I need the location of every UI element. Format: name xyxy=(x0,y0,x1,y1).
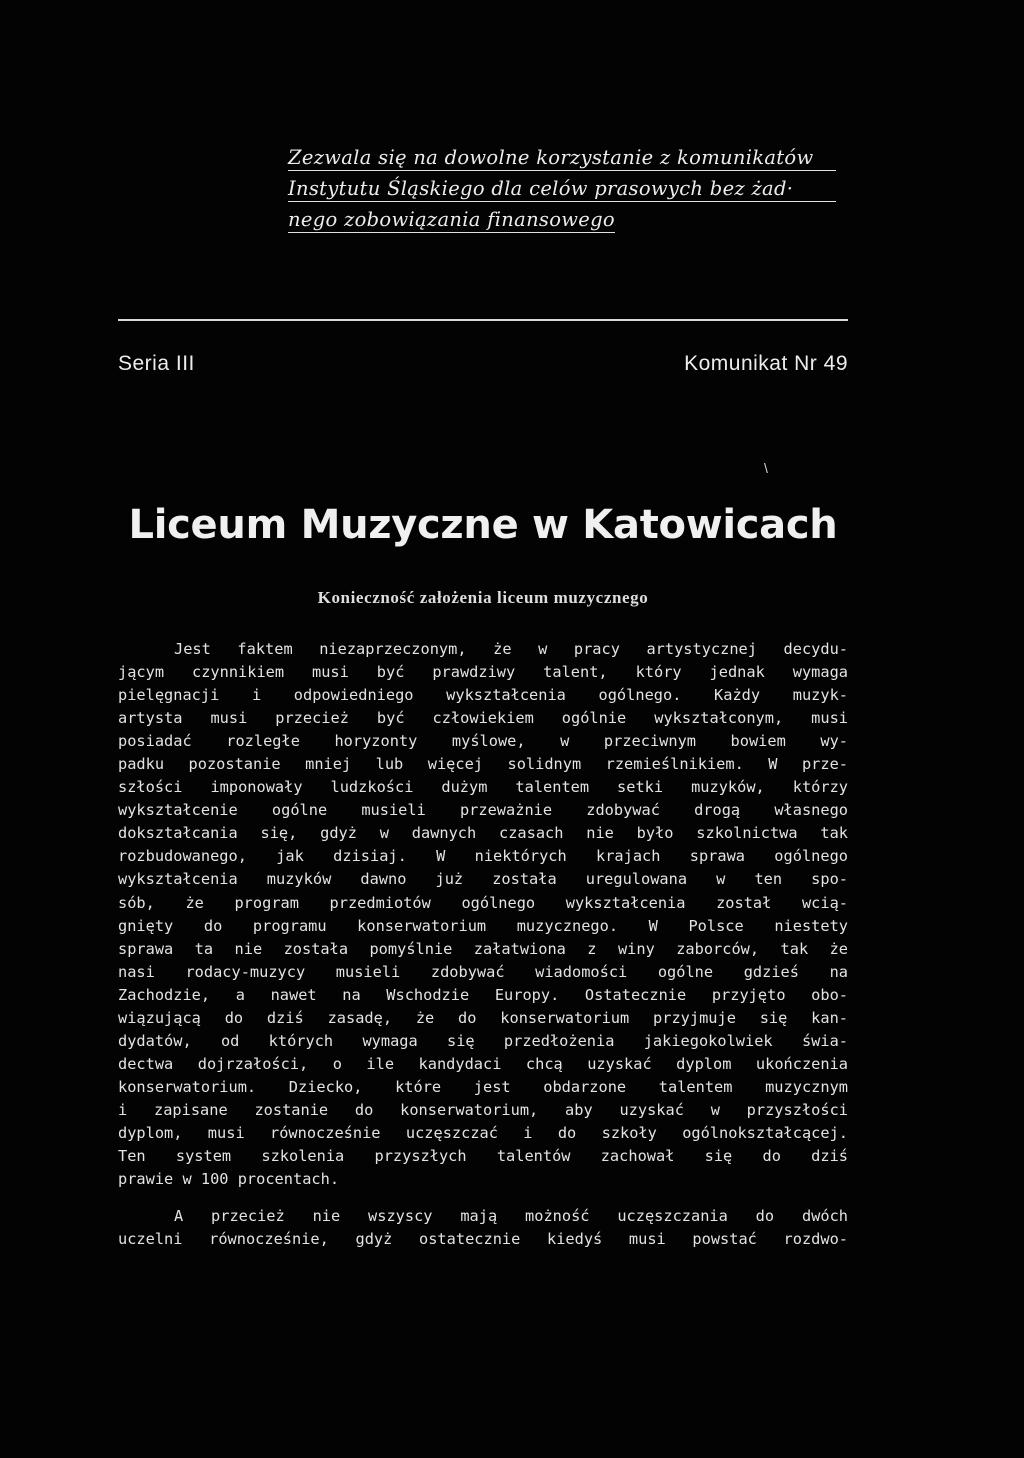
notice-line: Instytutu Śląskiego dla celów prasowych bez żad· xyxy=(288,173,848,204)
text-line: sprawa ta nie została pomyślnie załatwiona z winy zaborców, tak że xyxy=(118,939,848,958)
page-title: Liceum Muzyczne w Katowicach xyxy=(128,502,838,548)
text-line: sób, że program przedmiotów ogólnego wykształcenia został wcią- xyxy=(118,893,848,912)
text-line: i zapisane zostanie do konserwatorium, aby uzyskać w przyszłości xyxy=(118,1100,848,1119)
text-line: dokształcania się, gdyż w dawnych czasach nie było szkolnictwa tak xyxy=(118,824,848,843)
text-line: Ten system szkolenia przyszłych talentów zachował się do dziś xyxy=(118,1147,848,1166)
bulletin-number: Komunikat Nr 49 xyxy=(684,352,848,375)
text-line: nasi rodacy-muzycy musieli zdobywać wiadomości ogólne gdzieś na xyxy=(118,962,848,981)
text-line: konserwatorium. Dziecko, które jest obdarzone talentem muzycznym xyxy=(118,1077,848,1096)
text-line: gnięty do programu konserwatorium muzycznego. W Polsce niestety xyxy=(118,916,848,935)
text-line: Zachodzie, a nawet na Wschodzie Europy. Ostatecznie przyjęto obo- xyxy=(118,985,848,1004)
header-rule xyxy=(118,319,848,321)
text-line: dyplom, musi równocześnie uczęszczać i do szkoły ogólnokształcącej. xyxy=(118,1123,848,1142)
text-line: szłości imponowały ludzkości dużym talentem setki muzyków, którzy xyxy=(118,778,848,797)
text-line: wykształcenie ogólne musieli przeważnie zdobywać drogą własnego xyxy=(118,801,848,820)
notice-line: nego zobowiązania finansowego xyxy=(288,208,615,231)
notice-line: Zezwala się na dowolne korzystanie z komunikatów xyxy=(288,142,848,173)
series-header xyxy=(118,352,848,376)
text-line: artysta musi przecież być człowiekiem ogólnie wykształconym, musi xyxy=(118,709,848,728)
section-heading: Konieczność założenia liceum muzycznego xyxy=(317,588,649,607)
permission-notice xyxy=(288,142,848,235)
text-line: pielęgnacji i odpowiedniego wykształcenia ogólnego. Każdy muzyk- xyxy=(118,686,848,705)
text-line: Jest faktem niezaprzeczonym, że w pracy artystycznej decydu- xyxy=(174,640,848,658)
text-line: uczelni równocześnie, gdyż ostatecznie kiedyś musi powstać rozdwo- xyxy=(118,1230,848,1249)
text-line: rozbudowanego, jak dzisiaj. W niektórych krajach sprawa ogólnego xyxy=(118,847,848,866)
article-body xyxy=(118,638,848,1251)
text-line: wykształcenia muzyków dawno już została uregulowana w ten spo- xyxy=(118,870,848,889)
series-label: Seria III xyxy=(118,352,195,375)
text-line: wiązującą do dziś zasadę, że do konserwatorium przyjmuje się kan- xyxy=(118,1008,848,1027)
text-line: A przecież nie wszyscy mają możność uczęszczania do dwóch xyxy=(174,1207,848,1226)
stray-mark: \ xyxy=(764,460,768,476)
text-line: posiadać rozległe horyzonty myślowe, w przeciwnym bowiem wy- xyxy=(118,732,848,751)
text-line: prawie w 100 procentach. xyxy=(118,1170,340,1189)
text-line: padku pozostanie mniej lub więcej solidnym rzemieślnikiem. W prze- xyxy=(118,755,848,774)
text-line: jącym czynnikiem musi być prawdziwy talent, który jednak wymaga xyxy=(118,663,848,682)
text-line: dectwa dojrzałości, o ile kandydaci chcą uzyskać dyplom ukończenia xyxy=(118,1054,848,1073)
text-line: dydatów, od których wymaga się przedłożenia jakiegokolwiek świa- xyxy=(118,1031,848,1050)
